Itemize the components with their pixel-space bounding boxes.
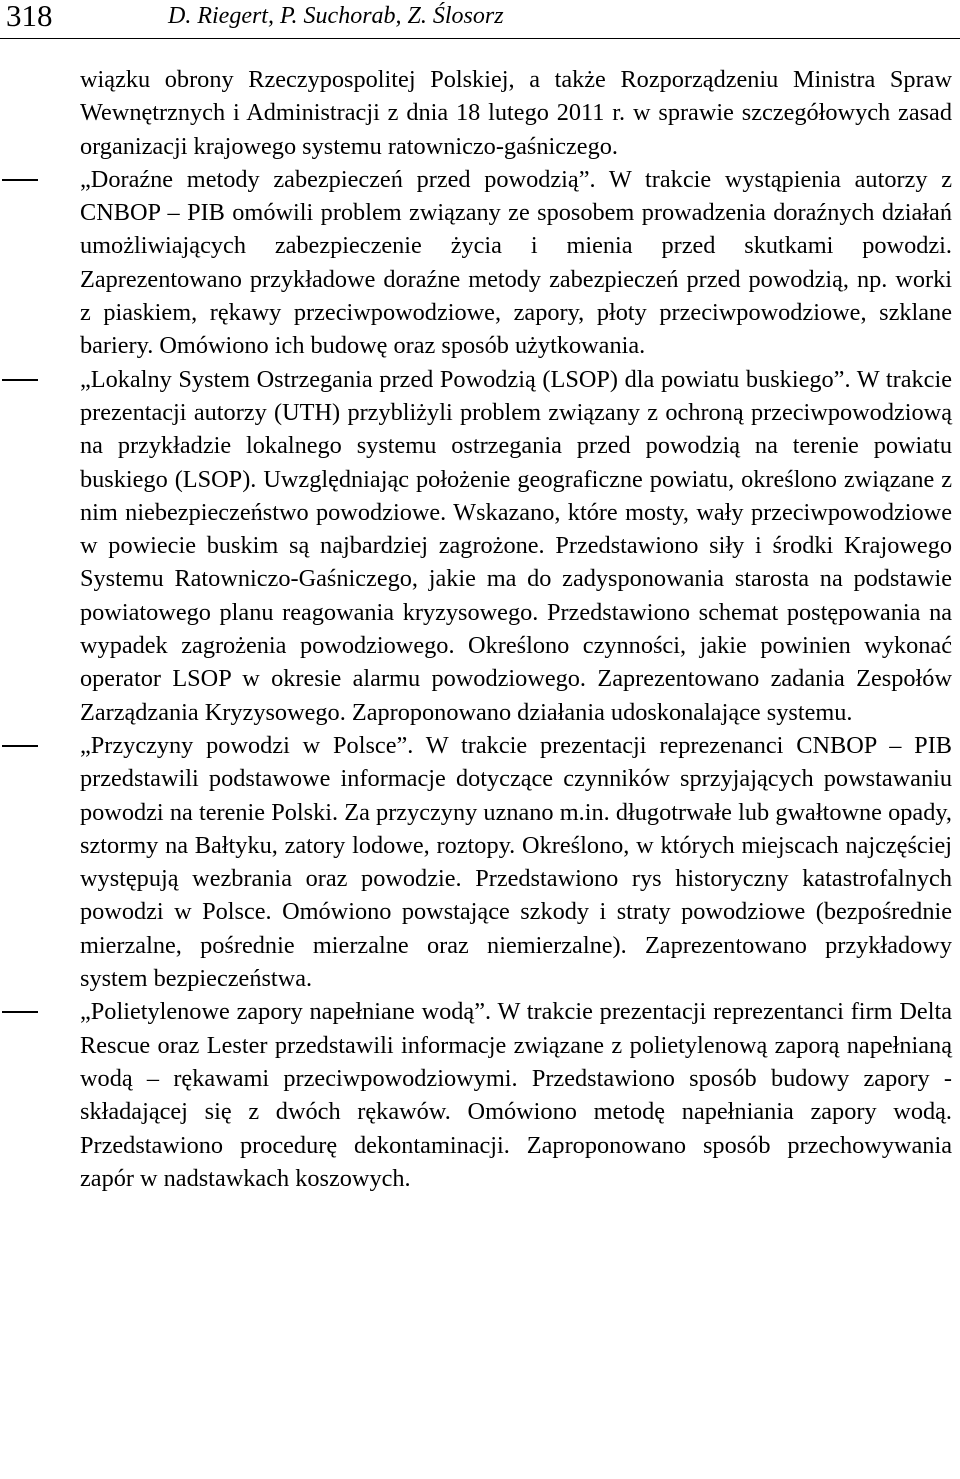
list-item <box>80 995 952 1195</box>
page-number: 318 <box>6 0 53 33</box>
running-head: D. Riegert, P. Suchorab, Z. Ślosorz <box>168 3 504 29</box>
list-item <box>80 729 952 995</box>
list-item-text: „Lokalny System Ostrzegania przed Powodzią (LSOP) dla powiatu buskiego”. W trakcie prezentacji autorzy (UTH) przybliżyli problem związany z ochroną przeciwpowodziową na przykładzie lokalnego systemu ostrzegania przed powodzią na terenie powiatu buskiego (LSOP). Uwzględniając położenie geograficzne powiatu, określono związane z nim niebezpieczeństwo powodziowe. Wskazano, które mosty, wały przeciwpowodziowe w powiecie buskim są najbardziej zagrożone. Przedstawiono siły i środki Krajowego Systemu Ratowniczo-Gaśniczego, jakie ma do zadysponowania starosta na podstawie powiatowego planu reagowania kryzysowego. Przedstawiono schemat postępowania na wypadek zagrożenia powodziowego. Określono czynności, jakie powinien wykonać operator LSOP w okresie alarmu powodziowego. Zaprezentowano zadania Zespołów Zarządzania Kryzysowego. Zaproponowano działania udoskonalające systemu. <box>80 365 952 726</box>
body-text <box>80 63 952 1195</box>
dash-bullet-icon <box>2 379 38 381</box>
page-header <box>0 0 960 39</box>
intro-paragraph: wiązku obrony Rzeczypospolitej Polskiej, a także Rozporządzeniu Ministra Spraw Wewnętrznych i Administracji z dnia 18 lutego 2011 r. w sprawie szczegółowych zasad organizacji krajowego systemu ratowniczo-gaśniczego. <box>80 66 952 160</box>
dash-bullet-icon <box>2 745 38 747</box>
dash-bullet-icon <box>2 179 38 181</box>
list-item-text: „Polietylenowe zapory napełniane wodą”. W trakcie prezentacji reprezentanci firm Delta Rescue oraz Lester przedstawili informacje związane z polietylenową zaporą napełnianą wodą – rękawami przeciwpowodziowymi. Przedstawiono sposób budowy zapory - składającej się z dwóch rękawów. Omówiono metodę napełniania zapory wodą. Przedstawiono procedurę dekontaminacji. Zaproponowano sposób przechowywania zapór w nadstawkach koszowych. <box>80 998 952 1192</box>
list-item <box>80 163 952 363</box>
list-item-text: „Doraźne metody zabezpieczeń przed powodzią”. W trakcie wystąpienia autorzy z CNBOP – PIB omówili problem związany ze sposobem prowadzenia doraźnych działań umożliwiających zabezpieczenie życia i mienia przed skutkami powodzi. Zaprezentowano przykładowe doraźne metody zabezpieczeń przed powodzią, np. worki z piaskiem, rękawy przeciwpowodziowe, zapory, płoty przeciwpowodziowe, szklane bariery. Omówiono ich budowę oraz sposób użytkowania. <box>80 165 952 360</box>
list-item <box>80 363 952 729</box>
dash-bullet-icon <box>2 1011 38 1013</box>
list-item-text: „Przyczyny powodzi w Polsce”. W trakcie prezentacji reprezenanci CNBOP – PIB przedstawili podstawowe informacje dotyczące czynników sprzyjających powstawaniu powodzi na terenie Polski. Za przyczyny uznano m.in. długotrwałe lub gwałtowne opady, sztormy na Bałtyku, zatory lodowe, roztopy. Określono, w których miejscach najczęściej występują wezbrania oraz powodzie. Przedstawiono rys historyczny katastrofalnych powodzi w Polsce. Omówiono powstające szkody i straty powodziowe (bezpośrednie mierzalne, pośrednie mierzalne oraz niemierzalne). Zaprezentowano przykładowy system bezpieczeństwa. <box>80 731 952 993</box>
